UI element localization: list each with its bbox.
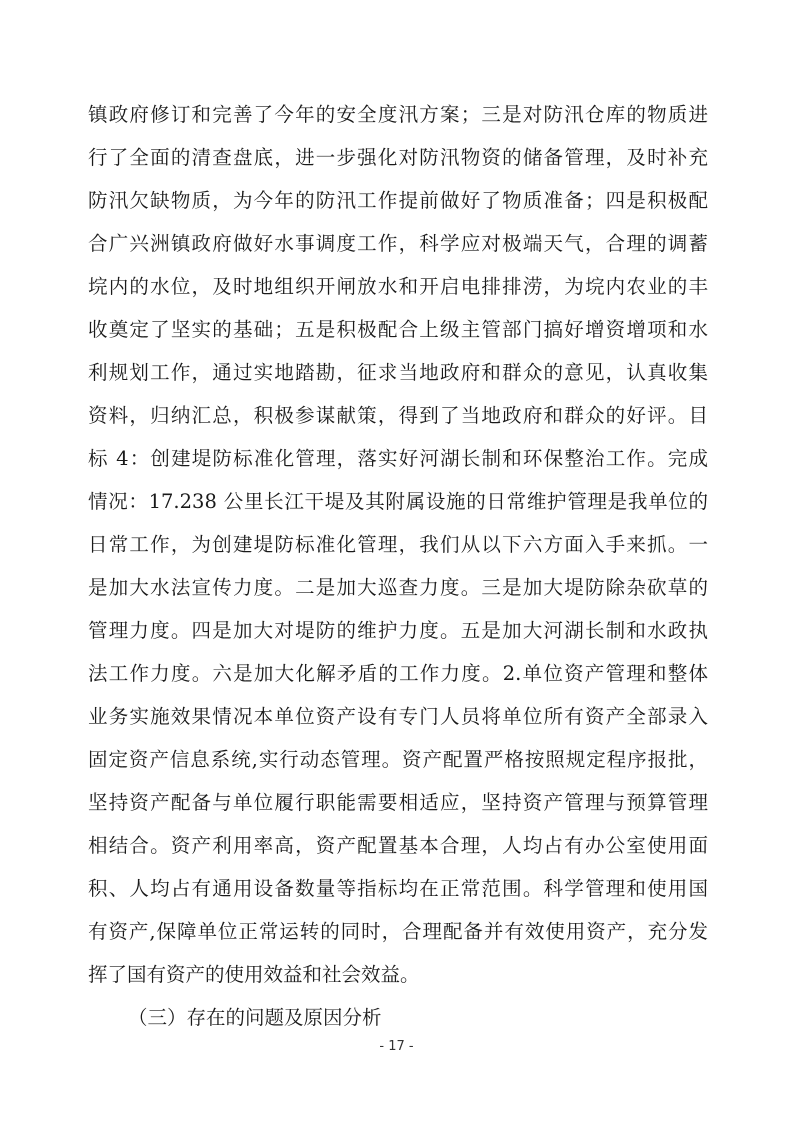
body-text-line: 防汛欠缺物质，为今年的防汛工作提前做好了物质准备；四是积极配 — [88, 189, 708, 212]
body-text-line: 行了全面的清查盘底，进一步强化对防汛物资的储备管理，及时补充 — [88, 146, 708, 169]
body-text-line: 资料，归纳汇总，积极参谋献策，得到了当地政府和群众的好评。目 — [88, 404, 708, 427]
body-text-line: 镇政府修订和完善了今年的安全度汛方案；三是对防汛仓库的物质进 — [88, 103, 708, 126]
page-number: - 17 - — [379, 1039, 414, 1054]
body-text-line: 坚持资产配备与单位履行职能需要相适应，坚持资产管理与预算管理 — [88, 791, 708, 814]
body-text-line: 有资产,保障单位正常运转的同时，合理配备并有效使用资产，充分发 — [88, 920, 708, 943]
body-text-line: 法工作力度。六是加大化解矛盾的工作力度。2.单位资产管理和整体 — [88, 662, 708, 685]
body-text-line: 是加大水法宣传力度。二是加大巡查力度。三是加大堤防除杂砍草的 — [88, 576, 708, 599]
body-text-line: 业务实施效果情况本单位资产设有专门人员将单位所有资产全部录入 — [88, 705, 708, 728]
body-text-line: 固定资产信息系统,实行动态管理。资产配置严格按照规定程序报批， — [88, 748, 708, 771]
body-text-line: 情况：17.238 公里长江干堤及其附属设施的日常维护管理是我单位的 — [88, 490, 708, 513]
body-text-line: 相结合。资产利用率高，资产配置基本合理，人均占有办公室使用面 — [88, 834, 708, 857]
body-text-line: 标 4：创建堤防标准化管理，落实好河湖长制和环保整治工作。完成 — [88, 447, 708, 470]
body-text-line: 管理力度。四是加大对堤防的维护力度。五是加大河湖长制和水政执 — [88, 619, 708, 642]
body-text-line: 积、人均占有通用设备数量等指标均在正常范围。科学管理和使用国 — [88, 877, 708, 900]
body-text-line: 利规划工作，通过实地踏勘，征求当地政府和群众的意见，认真收集 — [88, 361, 708, 384]
body-text-line: 日常工作，为创建堤防标准化管理，我们从以下六方面入手来抓。一 — [88, 533, 708, 556]
body-text-line: 收奠定了坚实的基础；五是积极配合上级主管部门搞好增资增项和水 — [88, 318, 708, 341]
body-text-line: 合广兴洲镇政府做好水事调度工作，科学应对极端天气，合理的调蓄 — [88, 232, 708, 255]
section-heading: （三）存在的问题及原因分析 — [128, 1006, 382, 1029]
body-text-line: 垸内的水位，及时地组织开闸放水和开启电排排涝，为垸内农业的丰 — [88, 275, 708, 298]
body-text-line: 挥了国有资产的使用效益和社会效益。 — [88, 963, 420, 986]
